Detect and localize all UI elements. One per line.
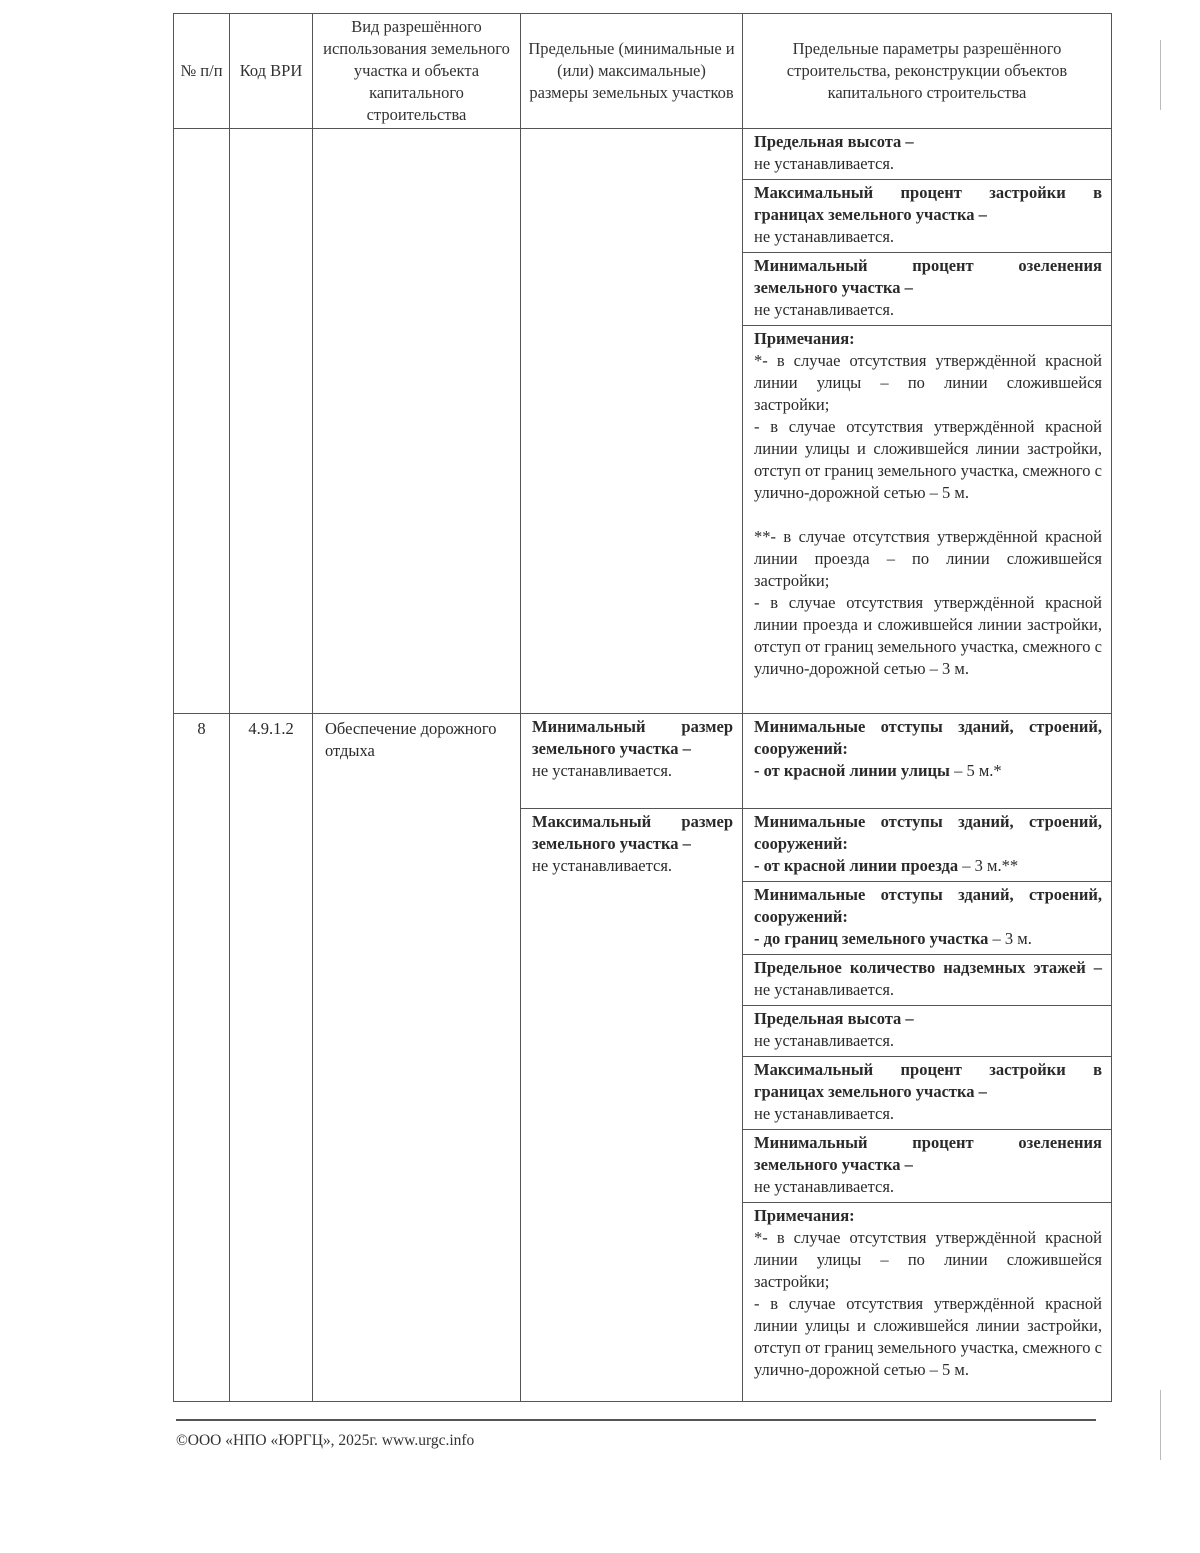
params-cell xyxy=(743,129,1112,714)
scan-speck xyxy=(1160,40,1161,110)
notes-title: Примечания: xyxy=(754,329,855,348)
note-item: *- в случае отсутствия утверждённой красной линии улицы – по линии сложившейся застройки; xyxy=(754,1228,1102,1291)
footer-copyright: ©ООО «НПО «ЮРГЦ», 2025г. www.urgc.info xyxy=(176,1432,475,1449)
row-number: 8 xyxy=(174,714,230,1402)
header-use-type: Вид разрешённого использования земельного участка и объекта капитального строительства xyxy=(313,14,521,129)
indent-plot-border: Минимальные отступы зданий, строений, сооружений: - до границ земельного участка – 3 м. xyxy=(743,881,1111,954)
header-build-params: Предельные параметры разрешённого строительства, реконструкции объектов капитального строительства xyxy=(743,14,1112,129)
table-row-8 xyxy=(174,714,1112,1402)
max-plot-size: Максимальный размер земельного участка – не устанавливается. xyxy=(521,808,742,881)
regulations-table xyxy=(173,13,1112,1402)
notes-block xyxy=(743,325,1111,684)
table-header-row xyxy=(174,14,1112,129)
min-plot-size: Минимальный размер земельного участка – не устанавливается. xyxy=(532,717,733,780)
sizes-cell xyxy=(521,714,743,1402)
note-item: **- в случае отсутствия утверждённой красной линии проезда – по линии сложившейся застройки; xyxy=(754,527,1102,590)
param-height: Предельная высота – не устанавливается. xyxy=(743,1005,1111,1056)
param-max-build-percent: Максимальный процент застройки в границах земельного участка – не устанавливается. xyxy=(743,1056,1111,1129)
indent-driveway: Минимальные отступы зданий, строений, сооружений: - от красной линии проезда – 3 м.** xyxy=(743,808,1111,881)
header-code: Код ВРИ xyxy=(230,14,313,129)
table-row-continuation xyxy=(174,129,1112,714)
header-number: № п/п xyxy=(174,14,230,129)
param-max-build-percent: Максимальный процент застройки в границах земельного участка – не устанавливается. xyxy=(743,179,1111,252)
param-height: Предельная высота – не устанавливается. xyxy=(754,132,914,173)
indent-street: Минимальные отступы зданий, строений, сооружений: - от красной линии улицы – 5 м.* xyxy=(754,717,1102,780)
params-cell xyxy=(743,714,1112,1402)
note-item: - в случае отсутствия утверждённой красной линии проезда и сложившейся линии застройки, отступ от границ земельного участка, смежного с улично-дорожной сетью – 3 м. xyxy=(754,593,1102,678)
scan-speck xyxy=(1160,1390,1161,1460)
note-item: *- в случае отсутствия утверждённой красной линии улицы – по линии сложившейся застройки; xyxy=(754,351,1102,414)
param-floors: Предельное количество надземных этажей – не устанавливается. xyxy=(743,954,1111,1005)
notes-block xyxy=(743,1202,1111,1385)
note-item: - в случае отсутствия утверждённой красной линии улицы и сложившейся линии застройки, отступ от границ земельного участка, смежного с улично-дорожной сетью – 5 м. xyxy=(754,417,1102,502)
cell-empty xyxy=(174,129,230,714)
cell-empty xyxy=(230,129,313,714)
row-code: 4.9.1.2 xyxy=(230,714,313,1402)
header-plot-sizes: Предельные (минимальные и (или) максимальные) размеры земельных участков xyxy=(521,14,743,129)
note-item: - в случае отсутствия утверждённой красной линии улицы и сложившейся линии застройки, отступ от границ земельного участка, смежного с улично-дорожной сетью – 5 м. xyxy=(754,1294,1102,1379)
notes-title: Примечания: xyxy=(754,1206,855,1225)
cell-empty xyxy=(313,129,521,714)
row-use-name: Обеспечение дорожного отдыха xyxy=(313,714,521,1402)
param-min-green-percent: Минимальный процент озеленения земельного участка – не устанавливается. xyxy=(743,1129,1111,1202)
footer-rule xyxy=(176,1419,1096,1421)
cell-empty xyxy=(521,129,743,714)
param-min-green-percent: Минимальный процент озеленения земельного участка – не устанавливается. xyxy=(743,252,1111,325)
